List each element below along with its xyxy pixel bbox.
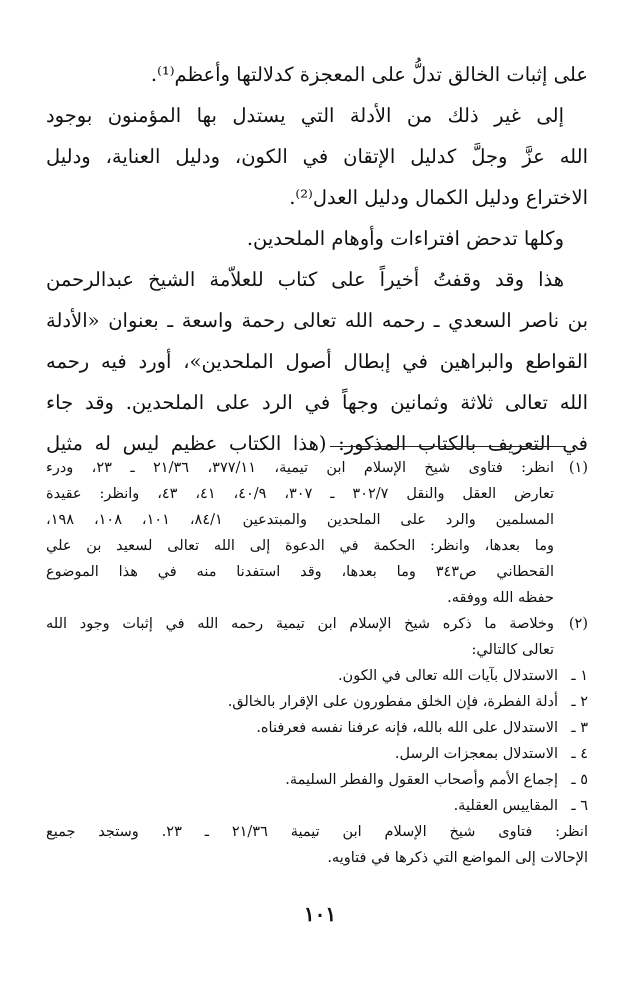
list-item-number: ٤ ـ [571, 746, 588, 762]
list-item [46, 663, 588, 689]
footnote-line: القحطاني ص٣٤٣ وما بعدها، وقد استفدنا منه في هذا الموضوع [46, 564, 554, 580]
list-item [46, 767, 588, 793]
footnote-line: وخلاصة ما ذكره شيخ الإسلام ابن تيمية رحمه الله في إثبات وجود الله [46, 616, 554, 632]
text-line: في التعريف بالكتاب المذكور: (هذا الكتاب عظيم ليس له مثيل [46, 432, 588, 455]
footnote-line: انظر: فتاوى شيخ الإسلام ابن تيمية ٢١/٣٦ ـ ٢٣. وستجد جميع [46, 824, 588, 840]
text-line: بن ناصر السعدي ـ رحمه الله تعالى رحمة واسعة ـ بعنوان «الأدلة [46, 309, 588, 332]
text-line: هذا وقد وقفتُ أخيراً على كتاب للعلاّمة الشيخ عبدالرحمن [46, 268, 564, 291]
text-line: إلى غير ذلك من الأدلة التي يستدل بها المؤمنون بوجود [46, 104, 564, 127]
footnote-2 [46, 611, 588, 663]
footnote-body [46, 455, 554, 611]
list-item-number: ٢ ـ [571, 694, 588, 710]
footnote-line: المسلمين والرد على الملحدين والمبتدعين ٨٤/١، ١٠١، ١٠٨، ١٩٨، [46, 512, 554, 528]
footnote-body [46, 819, 588, 871]
footnote-1 [46, 455, 588, 611]
footnote-line: تعالى كالتالي: [471, 642, 554, 658]
list-item [46, 689, 588, 715]
footnote-divider [330, 446, 566, 447]
text-line: القواطع والبراهين في إبطال أصول الملحدين»، أورد فيه رحمه [46, 350, 588, 373]
list-item-text: الاستدلال بمعجزات الرسل. [394, 746, 558, 762]
list-item-text: أدلة الفطرة، فإن الخلق مفطورون على الإقرار بالخالق. [227, 694, 558, 710]
text-line: الله تعالى ثلاثة وثمانين وجهاً في الرد على الملحدين. وقد جاء [46, 391, 588, 414]
page-number: ١٠١ [303, 902, 337, 926]
list-item-number: ١ ـ [571, 668, 588, 684]
footnote-body [46, 611, 554, 663]
list-item [46, 793, 588, 819]
list-item-text: المقاييس العقلية. [453, 798, 558, 814]
footnote-number: (١) [568, 460, 588, 476]
list-item [46, 715, 588, 741]
footnote-2-closing [46, 819, 588, 871]
footnotes [46, 455, 588, 871]
list-item-number: ٣ ـ [571, 720, 588, 736]
footnote-line: انظر: فتاوى شيخ الإسلام ابن تيمية، ٣٧٧/١١، ٢١/٣٦ ـ ٢٣، ودرء [46, 460, 554, 476]
list-item-text: الاستدلال على الله بالله، فإنه عرفنا نفسه فعرفناه. [256, 720, 558, 736]
list-item [46, 741, 588, 767]
footnote-line: الإحالات إلى المواضع التي ذكرها في فتاويه. [327, 850, 588, 866]
list-item-number: ٥ ـ [571, 772, 588, 788]
list-item-text: إجماع الأمم وأصحاب العقول والفطر السليمة. [285, 772, 558, 788]
text-line: الله عزَّ وجلَّ كدليل الإتقان في الكون، ودليل العناية، ودليل [46, 145, 588, 168]
text-line: على إثبات الخالق تدلُّ على المعجزة كدلالتها وأعظم⁽¹⁾. [150, 63, 588, 86]
text-line: وكلها تدحض افتراءات وأوهام الملحدين. [246, 227, 564, 250]
list-item-text: الاستدلال بآيات الله تعالى في الكون. [337, 668, 558, 684]
footnote-line: وما بعدها، وانظر: الحكمة في الدعوة إلى الله تعالى لسعيد بن علي [46, 538, 554, 554]
text-line: الاختراع ودليل الكمال ودليل العدل⁽²⁾. [289, 186, 588, 209]
footnote-number: (٢) [568, 616, 588, 632]
footnote-line: تعارض العقل والنقل ٣٠٢/٧ ـ ٣٠٧، ٤٠/٩، ٤١، ٤٣، وانظر: عقيدة [46, 486, 554, 502]
main-text [46, 54, 588, 464]
footnote-line: حفظه الله ووفقه. [447, 590, 554, 606]
list-item-number: ٦ ـ [571, 798, 588, 814]
